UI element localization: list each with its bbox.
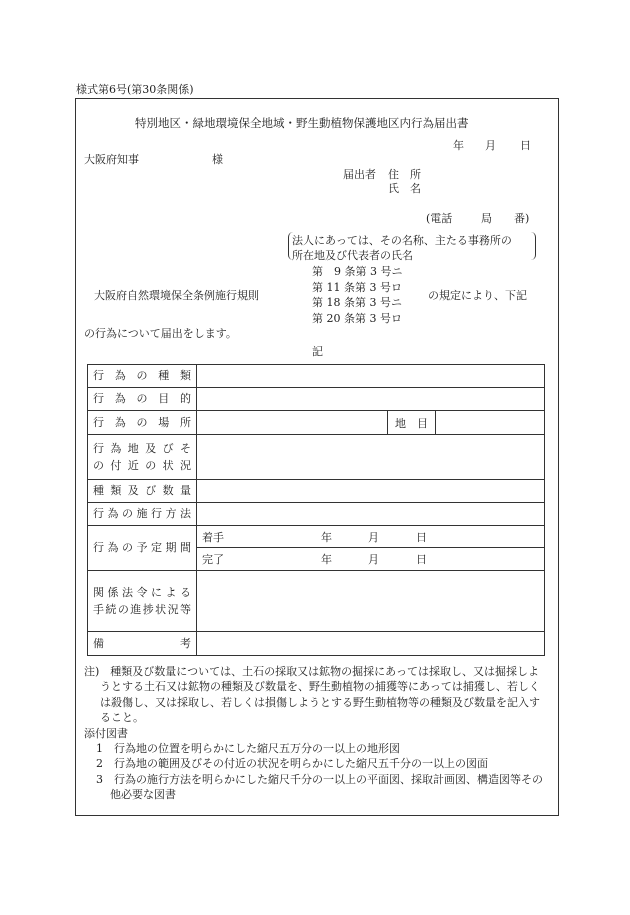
land-category-value[interactable]	[436, 411, 545, 435]
finish-year-label: 年	[321, 553, 332, 566]
law-progress-value[interactable]	[197, 571, 545, 632]
date-month-label: 月	[485, 139, 496, 152]
article-item-2: 第 11 条第 3 号ロ	[312, 281, 402, 294]
phone-office-label: 局	[481, 212, 492, 225]
start-label: 着手	[202, 530, 224, 544]
regulation-suffix: の規定により、下記	[428, 289, 527, 302]
name-label: 氏 名	[388, 182, 421, 195]
notifier-label: 届出者	[343, 168, 376, 181]
table-row	[88, 571, 545, 632]
kind-value[interactable]	[197, 365, 545, 388]
regulation-name: 大阪府自然環境保全条例施行規則	[94, 289, 259, 302]
corporate-note-line2: 所在地及び代表者の氏名	[292, 249, 413, 262]
table-row	[88, 503, 545, 526]
attachment-item-1: 1 行為地の位置を明らかにした縮尺五万分の一以上の地形図	[96, 742, 400, 756]
table-row	[88, 411, 545, 435]
body-line2: の行為について届出をします。	[84, 327, 237, 340]
form-number: 様式第6号(第30条関係)	[76, 83, 194, 96]
law-progress-line1: 関係法令による	[93, 585, 191, 599]
law-progress-label	[88, 571, 197, 632]
ki-label: 記	[312, 345, 323, 358]
date-year-label: 年	[453, 139, 464, 152]
notification-table	[87, 364, 545, 656]
schedule-start-row[interactable]	[197, 526, 545, 548]
finish-day-label: 日	[416, 553, 427, 566]
quantity-label: 種類及び数量	[88, 480, 197, 503]
form-title: 特別地区・緑地環境保全地域・野生動植物保護地区内行為届出書	[135, 116, 469, 130]
purpose-value[interactable]	[197, 388, 545, 411]
situation-value[interactable]	[197, 435, 545, 480]
addressee-name: 大阪府知事	[84, 153, 139, 166]
start-year-label: 年	[321, 531, 332, 544]
corporate-note-line1: 法人にあっては、その名称、主たる事務所の	[292, 234, 512, 247]
method-label: 行為の施行方法	[88, 503, 197, 526]
purpose-label: 行為の目的	[88, 388, 197, 411]
place-label: 行為の場所	[88, 411, 197, 435]
addressee-honorific: 様	[212, 153, 223, 166]
finish-month-label: 月	[368, 553, 379, 566]
schedule-label: 行為の予定期間	[88, 526, 197, 571]
article-item-3: 第 18 条第 3 号ニ	[312, 296, 402, 309]
attachments-title: 添付図書	[84, 726, 128, 740]
situation-label-line1: 行為地及びそ	[93, 441, 191, 455]
table-row	[88, 365, 545, 388]
start-day-label: 日	[416, 531, 427, 544]
land-category-label: 地 目	[388, 411, 436, 435]
situation-label	[88, 435, 197, 480]
table-row	[88, 632, 545, 656]
table-row	[88, 388, 545, 411]
situation-label-line2: の付近の状況	[93, 459, 191, 472]
kind-label: 行為の種類	[88, 365, 197, 388]
place-value[interactable]	[197, 411, 388, 435]
note-text: 注) 種類及び数量については、土石の採取又は鉱物の掘採にあっては採取し、又は掘採しようとする土石又は鉱物の種類及び数量を、野生動植物の捕獲等にあっては捕獲し、若しくは殺傷し、又は採取し、若しくは損傷しようとする野生動植物等の種類及び数量を記入すること。	[84, 665, 540, 725]
law-progress-line2: 手続の進捗状況等	[93, 603, 191, 616]
quantity-value[interactable]	[197, 480, 545, 503]
attachment-item-2: 2 行為地の範囲及びその付近の状況を明らかにした縮尺五千分の一以上の図面	[96, 757, 488, 771]
phone-open-label: (電話	[426, 212, 453, 225]
article-item-1: 第 9 条第 3 号ニ	[312, 265, 403, 278]
address-label: 住 所	[388, 168, 421, 181]
attachment-item-3: 3 行為の施行方法を明らかにした縮尺千分の一以上の平面図、採取計画図、構造図等その他必要な図書	[96, 772, 543, 802]
table-row	[88, 480, 545, 503]
article-item-4: 第 20 条第 3 号ロ	[312, 312, 402, 325]
remarks-value[interactable]	[197, 632, 545, 656]
finish-label: 完了	[202, 553, 224, 566]
phone-number-label: 番)	[514, 212, 530, 225]
start-month-label: 月	[368, 531, 379, 544]
notes-section	[84, 664, 549, 803]
schedule-finish-row[interactable]	[197, 548, 545, 571]
remarks-label: 備 考	[88, 632, 197, 656]
table-row	[88, 526, 545, 548]
table-row	[88, 435, 545, 480]
date-day-label: 日	[520, 139, 531, 152]
method-value[interactable]	[197, 503, 545, 526]
